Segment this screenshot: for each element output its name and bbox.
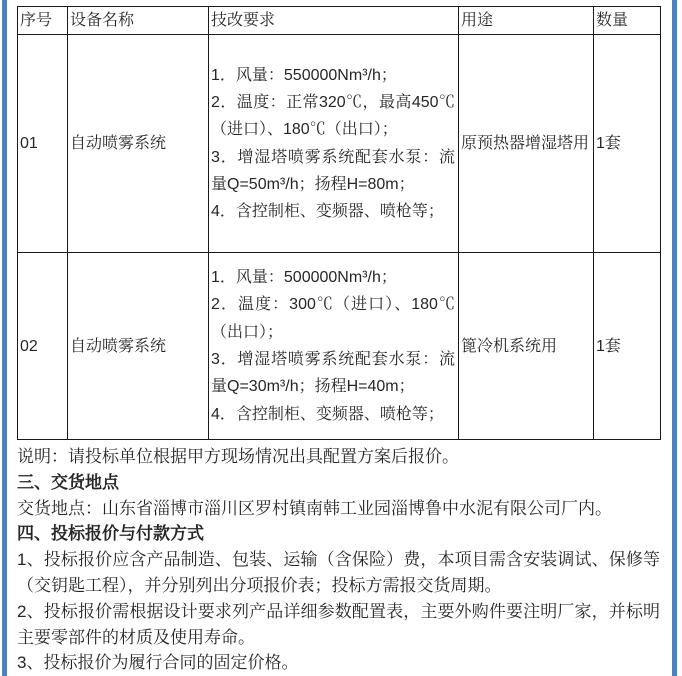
col-header-equipment: 设备名称 (68, 7, 209, 35)
right-page-border-bar (672, 0, 677, 676)
note-line: 说明：请投标单位根据甲方现场情况出具配置方案后报价。 (17, 447, 459, 466)
cell-no: 02 (18, 253, 68, 440)
cell-purpose: 篦冷机系统用 (459, 253, 594, 440)
col-header-requirements: 技改要求 (209, 7, 459, 35)
requirement-line: 1．风量：550000Nm³/h； (211, 66, 397, 84)
document-body-text (17, 444, 660, 676)
requirement-line: 1．风量：500000Nm³/h； (211, 269, 397, 287)
requirement-line: 2．温度：300℃（进口）、180℃（出口）； (211, 296, 455, 341)
cell-equipment: 自动喷雾系统 (68, 35, 209, 253)
cell-no: 01 (18, 35, 68, 253)
col-header-no: 序号 (18, 7, 68, 35)
cell-quantity: 1套 (594, 253, 661, 440)
requirement-line: 3．增湿塔喷雾系统配套水泵：流量Q=50m³/h；扬程H=80m； (211, 148, 455, 193)
col-header-purpose: 用途 (459, 7, 594, 35)
table-row-02 (18, 253, 661, 440)
table-header-row (18, 7, 661, 35)
equipment-spec-table (17, 6, 661, 440)
cell-requirements (209, 35, 459, 253)
requirement-line: 4．含控制柜、变频器、喷枪等； (211, 405, 444, 423)
requirement-line: 3．增湿塔喷雾系统配套水泵：流量Q=30m³/h；扬程H=40m； (211, 351, 455, 396)
delivery-location-line: 交货地点：山东省淄博市淄川区罗村镇南韩工业园淄博鲁中水泥有限公司厂内。 (17, 498, 612, 518)
cell-quantity: 1套 (594, 35, 661, 253)
cell-requirements (209, 253, 459, 440)
requirement-line: 2．温度：正常320℃，最高450℃（进口）、180℃（出口）； (211, 93, 455, 139)
col-header-quantity: 数量 (594, 7, 661, 35)
cell-purpose: 原预热器增湿塔用 (459, 35, 594, 253)
document-content (17, 6, 660, 676)
quotation-item-2: 2、投标报价需根据设计要求列产品详细参数配置表，主要外购件要注明厂家，并标明主要零部件的材质及使用寿命。 (17, 601, 660, 647)
section-heading-quotation: 四、投标报价与付款方式 (17, 524, 204, 544)
section-heading-delivery: 三、交货地点 (17, 472, 119, 492)
requirement-line: 4．含控制柜、变频器、喷枪等； (211, 203, 444, 221)
left-page-border-bar (2, 0, 7, 676)
table-row-01 (18, 35, 661, 253)
cell-equipment: 自动喷雾系统 (68, 253, 209, 440)
quotation-item-1: 1、投标报价应含产品制造、包装、运输（含保险）费，本项目需含安装调试、保修等（交钥匙工程），并分别列出分项报价表；投标方需报交货周期。 (17, 550, 660, 595)
quotation-item-3: 3、投标报价为履行合同的固定价格。 (17, 653, 299, 673)
